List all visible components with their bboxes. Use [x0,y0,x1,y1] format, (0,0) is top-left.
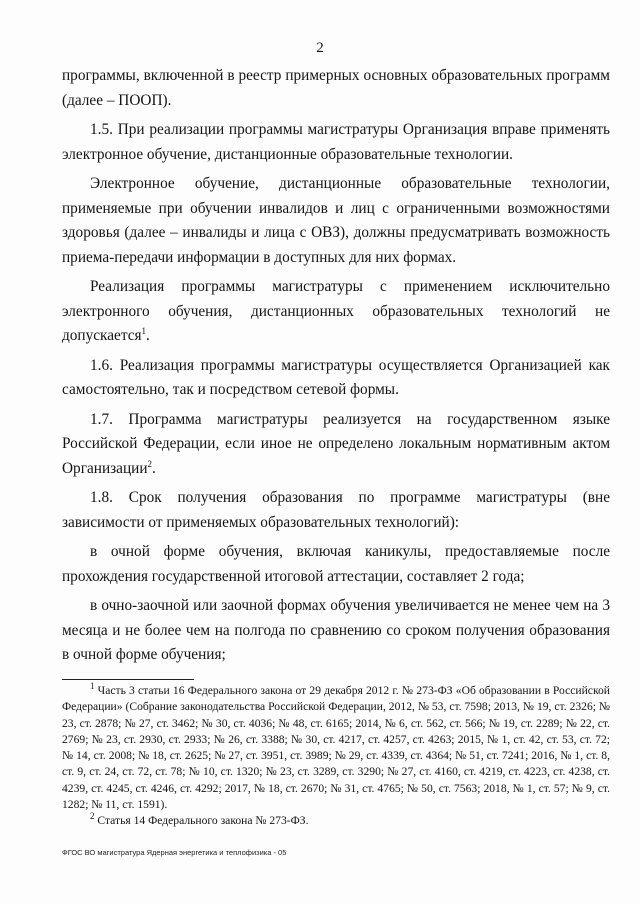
paragraph-text: 1.8. Срок получения образования по программе магистратуры (вне зависимости от применяемых образовательных технологий): [62,489,610,531]
paragraph-text: в очной форме обучения, включая каникулы, предоставляемые после прохождения государственной итоговой аттестации, составляет 2 года; [62,543,610,585]
paragraph-text: Реализация программы магистратуры с применением исключительно электронного обучения, дистанционных образовательных технологий не допускается [62,278,610,344]
body-paragraph [62,354,610,403]
body-paragraph [62,408,610,482]
paragraph-text: программы, включенной в реестр примерных основных образовательных программ (далее – ПООП). [62,67,610,109]
body-paragraph [62,540,610,589]
footnote-mark: 1 [90,681,95,692]
paragraph-text-end: . [152,459,156,477]
paragraph-text: в очно-заочной или заочной формах обучения увеличивается не менее чем на 3 месяца и не более чем на полгода по сравнению со сроком получения образования в очной форме обучения; [62,597,610,663]
paragraph-text: 1.7. Программа магистратуры реализуется на государственном языке Российской Федерации, если иное не определено локальным нормативным актом Организации [62,410,610,477]
body-paragraph [62,64,610,113]
document-footer: ФГОС ВО магистратура Ядерная энергетика и теплофизика - 05 [62,848,287,857]
body-paragraph [62,486,610,535]
paragraph-text: 1.6. Реализация программы магистратуры осуществляется Организацией как самостоятельно, так и посредством сетевой формы. [62,356,610,398]
footnote [62,683,610,813]
page-number: 2 [316,40,324,56]
footnotes [62,683,610,830]
paragraph-text: Электронное обучение, дистанционные образовательные технологии, применяемые при обучении инвалидов и лиц с ограниченными возможностями здоровья (далее – инвалиды и лица с ОВЗ), должны предусматривать возможность приема-передачи информации в доступных для них формах. [62,175,610,266]
footnote-reference: 2 [147,458,153,469]
document-body [62,64,610,673]
paragraph-text-end: . [146,327,150,344]
body-paragraph [62,172,610,270]
body-paragraph [62,275,610,349]
footnote-text: Статья 14 Федерального закона № 273-ФЗ. [94,814,309,828]
footnote-text: Часть 3 статьи 16 Федерального закона от 29 декабря 2012 г. № 273-ФЗ «Об образовании в Российской Федерации» (Собрание законодательства Российской Федерации, 2012, № 53, ст. 7598; 2013, № 19, ст. 2326; № 23, ст. 2878; № 27, ст. 3462; № 30, ст. 4036; № 48, ст. 6165; 2014, № 6, ст. 562, ст. 566; № 19, ст. 2289; № 22, ст. 2769; № 23, ст. 2930, ст. 2933; № 26, ст. 3388; № 30, ст. 4217, ст. 4257, ст. 4263; 2015, № 1, ст. 42, ст. 53, ст. 72; № 14, ст. 2008; № 18, ст. 2625; № 27, ст. 3951, ст. 3989; № 29, ст. 4339, ст. 4364; № 51, ст. 7241; 2016, № 1, ст. 8, ст. 9, ст. 24, ст. 72, ст. 78; № 10, ст. 1320; № 23, ст. 3289, ст. 3290; № 27, ст. 4160, ст. 4219, ст. 4223, ст. 4238, ст. 4239, ст. 4245, ст. 4246, ст. 4292; 2017, № 18, ст. 2670; № 31, ст. 4765; № 50, ст. 7563; 2018, № 1, ст. 57; № 9, ст. 1282; № 11, ст. 1591). [62,684,610,812]
body-paragraph [62,594,610,668]
body-paragraph [62,118,610,167]
paragraph-text: 1.5. При реализации программы магистратуры Организация вправе применять электронное обучение, дистанционные образовательные технологии. [62,121,610,163]
footnote-mark: 2 [90,811,95,822]
footnote [62,813,610,829]
footnote-separator [62,679,194,680]
footnote-reference: 1 [141,325,147,336]
